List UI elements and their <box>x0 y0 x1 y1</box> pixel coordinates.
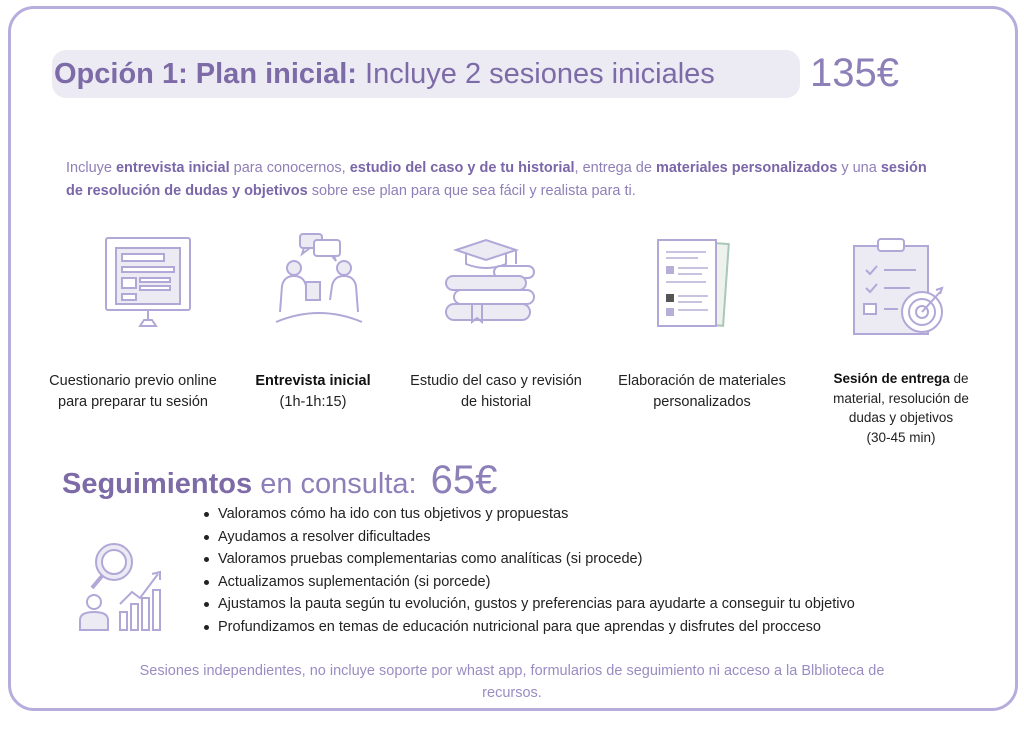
list-item: Valoramos pruebas complementarias como analíticas (si procede) <box>204 548 855 571</box>
plan-title <box>54 55 715 93</box>
seguimientos-list <box>204 503 855 638</box>
seguimientos-title <box>62 458 497 503</box>
list-item: Ayudamos a resolver dificultades <box>204 526 855 549</box>
caption-bold: Sesión de entrega <box>833 371 950 386</box>
step-caption-sesion-entrega <box>814 369 988 447</box>
caption-bold: Entrevista inicial <box>255 373 371 389</box>
plan-intro <box>66 157 946 203</box>
caption-line: (1h-1h:15) <box>279 394 347 410</box>
caption-line: Cuestionario previo online <box>49 373 217 389</box>
intro-text: Incluye <box>66 160 116 176</box>
seguimientos-title-bold: Seguimientos <box>62 468 253 500</box>
caption-line: dudas y objetivos <box>848 410 954 425</box>
caption-line: para preparar tu sesión <box>58 394 208 410</box>
list-item: Profundizamos en temas de educación nutricional para que aprendas y disfrutes del procceso <box>204 616 855 639</box>
intro-text: sobre ese plan para que sea fácil y realista para ti. <box>307 183 636 199</box>
intro-highlight: sesión de resolución de dudas y objetivos <box>66 160 927 199</box>
footer-note <box>80 660 944 704</box>
footer-line: recursos. <box>482 685 542 701</box>
footer-line: Sesiones independientes, no incluye soporte por whast app, formularios de seguimiento ni acceso a la Blblioteca de <box>139 663 885 679</box>
caption-line: (30-45 min) <box>866 429 936 445</box>
checklist-target-icon <box>850 236 946 340</box>
caption-line: de historial <box>460 394 532 410</box>
online-form-monitor-icon <box>104 236 194 331</box>
plan-price: 135€ <box>810 51 899 95</box>
plan-title-bold: Opción 1: Plan inicial: <box>54 58 357 90</box>
seguimientos-title-rest: en consulta: <box>252 468 417 500</box>
analytics-search-icon <box>76 540 172 634</box>
caption-line: Elaboración de materiales <box>618 373 786 389</box>
caption-line: personalizados <box>653 394 751 410</box>
step-caption-elaboracion <box>600 371 804 413</box>
books-stack-icon <box>442 238 538 324</box>
caption-line: Estudio del caso y revisión <box>410 373 582 389</box>
step-caption-estudio <box>392 371 600 413</box>
intro-text: para conocernos, <box>233 160 350 176</box>
list-item: Ajustamos la pauta según tu evolución, gustos y preferencias para ayudarte a conseguir tu objetivo <box>204 593 855 616</box>
interview-people-icon <box>274 230 364 325</box>
intro-highlight: materiales personalizados <box>655 160 838 176</box>
plan-title-rest: Incluye 2 sesiones iniciales <box>356 58 715 90</box>
list-item: Valoramos cómo ha ido con tus objetivos y propuestas <box>204 503 855 526</box>
intro-text: , entrega de <box>574 160 656 176</box>
intro-highlight: estudio del caso y de tu historial <box>349 160 575 176</box>
documents-icon <box>652 236 732 332</box>
caption-line: material, resolución de <box>833 390 969 406</box>
step-caption-entrevista <box>240 371 386 413</box>
list-item: Actualizamos suplementación (si porcede) <box>204 571 855 594</box>
step-caption-cuestionario <box>30 371 236 413</box>
caption-line: de <box>949 371 969 386</box>
intro-highlight: entrevista inicial <box>115 160 234 176</box>
seguimientos-price: 65€ <box>430 458 498 502</box>
intro-text: y una <box>837 160 881 176</box>
